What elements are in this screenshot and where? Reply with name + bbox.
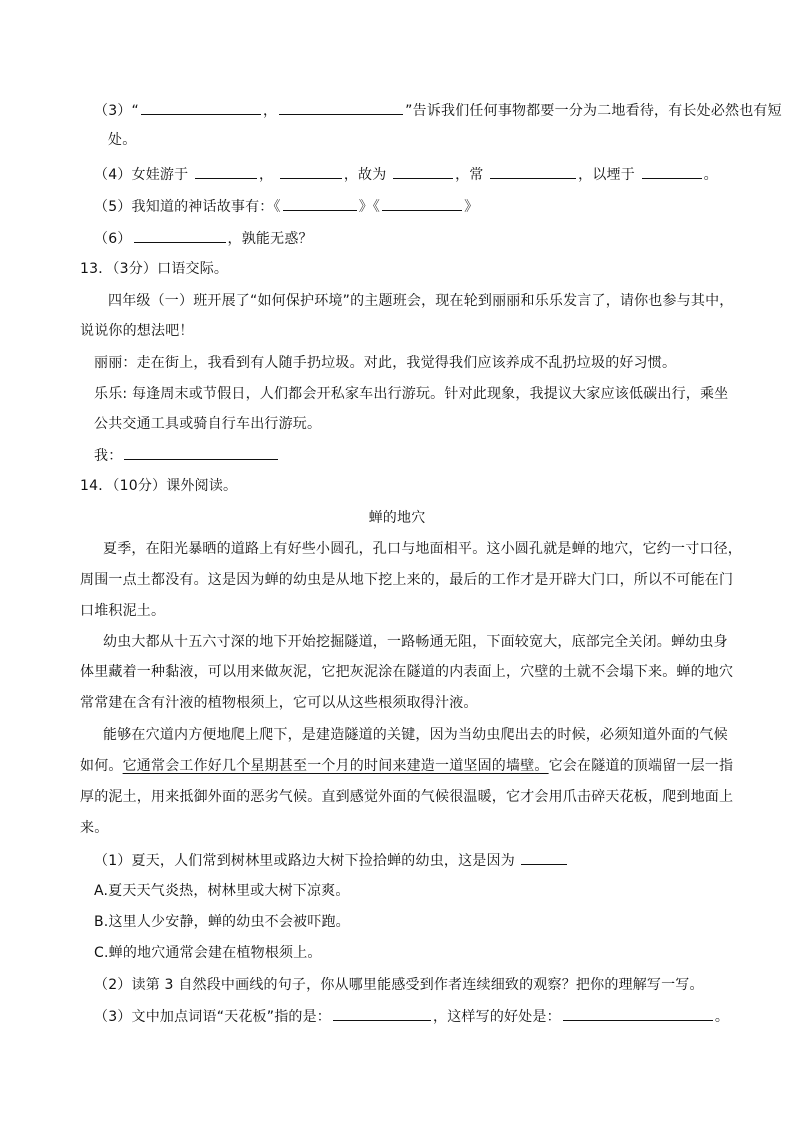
answer-blank[interactable]: [124, 445, 278, 460]
q14-sub3-text: （3）文中加点词语“天花板”指的是：: [94, 1009, 332, 1025]
q13-lele-line2: 公共交通工具或骑自行车出行游玩。: [94, 416, 322, 432]
passage-p1-line2: 周围一点土都没有。这是因为蝉的幼虫是从地下挖上来的，最后的工作才是开辟大门口，所以不可能在门: [80, 572, 734, 588]
q12-item4-line: [94, 164, 718, 185]
q14-sub2: （2）读第 3 自然段中画线的句子，你从哪里能感受到作者连续细致的观察？把你的理解写一写。: [94, 977, 704, 993]
q14-sub3-mid: ，这样写的好处是：: [433, 1009, 561, 1025]
q12-item6-text: ，孰能无惑？: [227, 231, 313, 247]
answer-blank[interactable]: [141, 100, 261, 115]
q12-item5-text: （5）我知道的神话故事有：《: [94, 199, 281, 215]
q12-item4-comma: ，: [258, 167, 274, 183]
q12-item3-open-quote: “: [131, 103, 139, 119]
q12-item5-mid: 》《: [358, 199, 381, 215]
q12-item4-label: （4）女娃游于: [94, 167, 189, 183]
answer-blank[interactable]: [490, 164, 576, 179]
q12-item4-yi: ，以堙于: [578, 167, 635, 183]
q14-sub1: [94, 850, 569, 871]
q12-item5-line: [94, 196, 478, 217]
answer-blank[interactable]: [280, 164, 342, 179]
passage-p3-text: 它会在隧道的顶端留一层一指: [548, 758, 734, 774]
passage-p3-text: 如何。: [80, 758, 123, 774]
passage-p3-line4: 来。: [80, 820, 109, 836]
passage-title: 蝉的地穴: [368, 510, 426, 526]
passage-p1-line3: 口堆积泥土。: [80, 603, 166, 619]
q14-option-a: A.夏天天气炎热，树林里或大树下凉爽。: [94, 883, 350, 899]
q13-intro-line1: 四年级（一）班开展了“如何保护环境”的主题班会，现在轮到丽丽和乐乐发言了，请你也参与其中，: [108, 293, 734, 309]
q12-item3-label: （3）: [94, 103, 132, 119]
q12-item4-gu: ，故为: [343, 167, 387, 183]
q12-item3-comma: ，: [262, 103, 278, 119]
answer-blank[interactable]: [333, 1006, 431, 1021]
passage-p2-line3: 常常建在含有汁液的植物根须上，它可以从这些根须取得汁液。: [80, 695, 478, 711]
q12-item3-text: ”告诉我们任何事物都要一分为二地看待，有长处必然也有短: [405, 103, 782, 119]
q13-me-label: 我：: [94, 448, 123, 464]
q12-item6-line: [94, 228, 313, 249]
q12-item6-label: （6）: [94, 231, 132, 247]
q14-sub1-text: （1）夏天，人们常到树林里或路边大树下捡拾蝉的幼虫，这是因为: [94, 853, 515, 869]
q13-lele-line1: 乐乐: 每逢周末或节假日，人们都会开私家车出行游玩。针对此现象，我提议大家应该低碳出行，乘坐: [94, 386, 729, 402]
answer-blank[interactable]: [134, 228, 226, 243]
q12-item5-end: 》: [464, 199, 479, 215]
q14-title: 14．（10分）课外阅读。: [80, 478, 238, 494]
answer-blank[interactable]: [283, 196, 357, 211]
answer-blank[interactable]: [563, 1006, 713, 1021]
answer-blank[interactable]: [382, 196, 462, 211]
q14-option-b: B.这里人少安静，蝉的幼虫不会被吓跑。: [94, 914, 350, 930]
q14-sub3: [94, 1006, 729, 1027]
passage-p2-line1: 幼虫大都从十五六寸深的地下开始挖掘隧道，一路畅通无阻，下面较宽大，底部完全关闭。蝉幼虫身: [103, 634, 728, 650]
answer-blank[interactable]: [393, 164, 453, 179]
passage-p2-line2: 体里藏着一种黏液，可以用来做灰泥，它把灰泥涂在隧道的内表面上，穴壁的土就不会塌下来。蝉的地穴: [80, 664, 734, 680]
answer-blank[interactable]: [195, 164, 257, 179]
answer-blank[interactable]: [521, 850, 567, 865]
passage-p3-line1: 能够在穴道内方便地爬上爬下，是建造隧道的关键，因为当幼虫爬出去的时候，必须知道外面的气候: [103, 727, 728, 743]
q13-intro-line2: 说说你的想法吧！: [80, 323, 194, 339]
q12-item3-line1: [94, 100, 782, 121]
q13-lili: 丽丽：走在街上，我看到有人随手扔垃圾。对此，我觉得我们应该养成不乱扔垃圾的好习惯。: [94, 355, 677, 371]
passage-p3-line3: 厚的泥土，用来抵御外面的恶劣气候。直到感觉外面的气候很温暖，它才会用爪击碎天花板，爬到地面上: [80, 789, 734, 805]
q12-item4-end: 。: [703, 167, 718, 183]
answer-blank[interactable]: [279, 100, 403, 115]
passage-p3-line2: [80, 756, 733, 776]
underlined-sentence: 它通常会工作好几个星期甚至一个月的时间来建造一道坚固的墙壁。: [122, 758, 549, 774]
passage-p1-line1: 夏季，在阳光暴晒的道路上有好些小圆孔，孔口与地面相平。这小圆孔就是蝉的地穴，它约一寸口径，: [103, 541, 742, 557]
q12-item4-chang: ，常: [455, 167, 484, 183]
q14-sub3-end: 。: [714, 1009, 730, 1025]
q13-title: 13．（3分）口语交际。: [80, 261, 229, 277]
q14-option-c: C.蝉的地穴通常会建在植物根须上。: [94, 945, 322, 961]
q13-me-line: [94, 445, 280, 466]
answer-blank[interactable]: [642, 164, 702, 179]
q12-item3-line2: 处。: [108, 132, 137, 148]
